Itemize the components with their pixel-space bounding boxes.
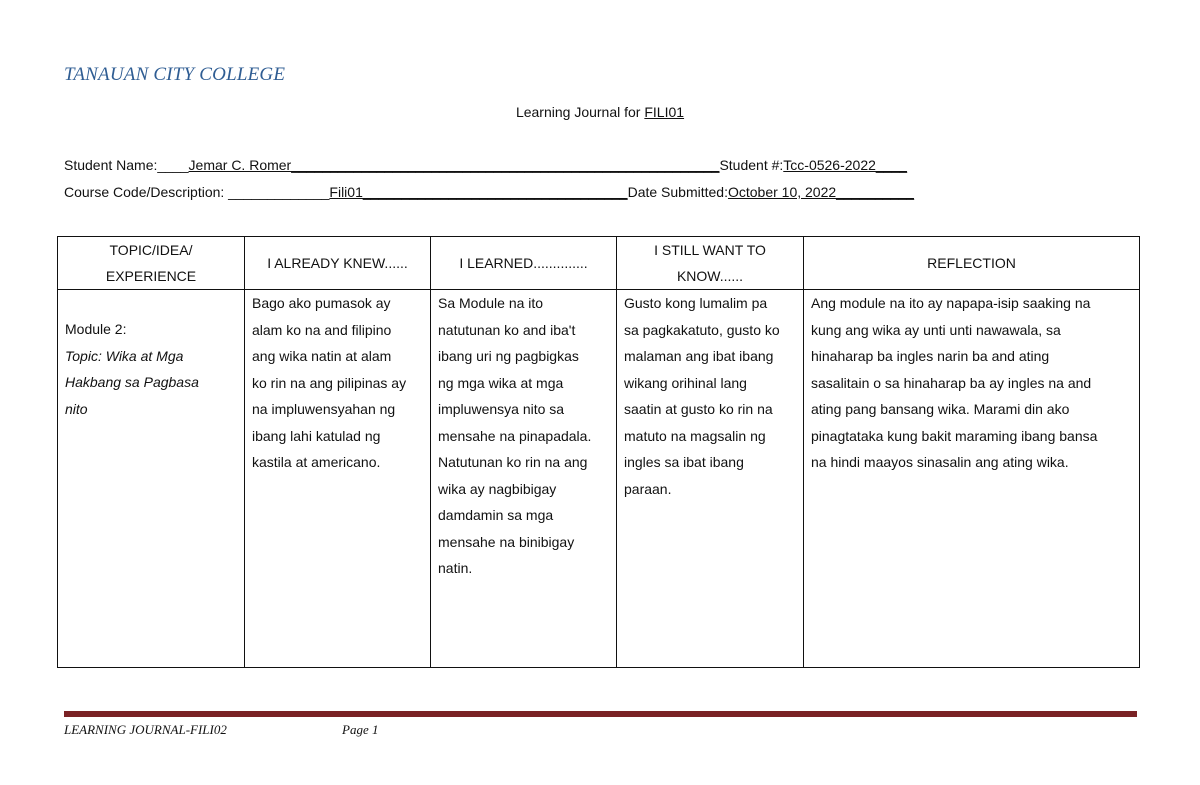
cell-want-to-know: Gusto kong lumalim pa sa pagkakatuto, gusto ko malaman ang ibat ibang wikang orihinal lang saatin at gusto ko rin na matuto na magsalin ng ingles sa ibat ibang paraan. [617,290,804,668]
table-row [58,290,1140,668]
college-name: TANAUAN CITY COLLEGE [64,64,286,85]
cell-learned: Sa Module na ito natutunan ko and iba't ibang uri ng pagbigkas ng mga wika at mga impluwensya nito sa mensahe na pinapadala. Natutunan ko rin na ang wika ay nagbibigay damdamin sa mga mensahe na binibigay natin. [431,290,617,668]
topic-line: Hakbang sa Pagbasa [65,374,199,390]
document-title [0,104,1200,120]
cell-reflection: Ang module na ito ay napapa-isip saaking na kung ang wika ay unti unti nawawala, sa hinaharap ba ingles narin ba and ating sasalitain o sa hinaharap ba ay ingles na and ating pang bansang wika. Marami din ako pinagtataka kung bakit maraming ibang bansa na hindi maayos sinasalin ang ating wika. [804,290,1140,668]
date-label: Date Submitted: [627,184,728,200]
topic-module: Module 2: [65,321,127,337]
footer-divider [64,711,1137,717]
header-already-knew: I ALREADY KNEW...... [245,237,431,290]
student-id-value: Tcc-0526-2022____ [783,157,908,173]
course-info-line [64,184,914,200]
date-value: October 10, 2022__________ [727,184,915,200]
title-subject: FILI01 [644,104,685,120]
table-header-row [58,237,1140,290]
student-info-line [64,157,907,173]
topic-line: nito [65,400,88,417]
header-learned: I LEARNED.............. [431,237,617,290]
topic-line: Topic: Wika at Mga [65,347,184,364]
header-want-to-know: I STILL WANT TO KNOW...... [617,237,804,290]
header-topic: TOPIC/IDEA/ EXPERIENCE [58,237,245,290]
cell-topic [58,290,245,668]
course-label: Course Code/Description: _____________ [64,184,330,200]
student-name-label: Student Name:____ [64,157,189,173]
cell-already-knew: Bago ako pumasok ay alam ko na and filipino ang wika natin at alam ko rin na ang pilipinas ay na impluwensyahan ng ibang lahi katulad ng kastila at americano. [245,290,431,668]
page-number: Page 1 [342,722,379,737]
title-prefix: Learning Journal for [515,104,645,120]
student-name-value: Jemar C. Romer_______________________________________________________ [188,157,720,173]
learning-journal-table [57,236,1140,668]
footer-label: LEARNING JOURNAL-FILI02 [64,722,227,737]
course-value: Fili01__________________________________ [329,184,628,200]
header-reflection: REFLECTION [804,237,1140,290]
student-id-label: Student #: [719,157,784,173]
